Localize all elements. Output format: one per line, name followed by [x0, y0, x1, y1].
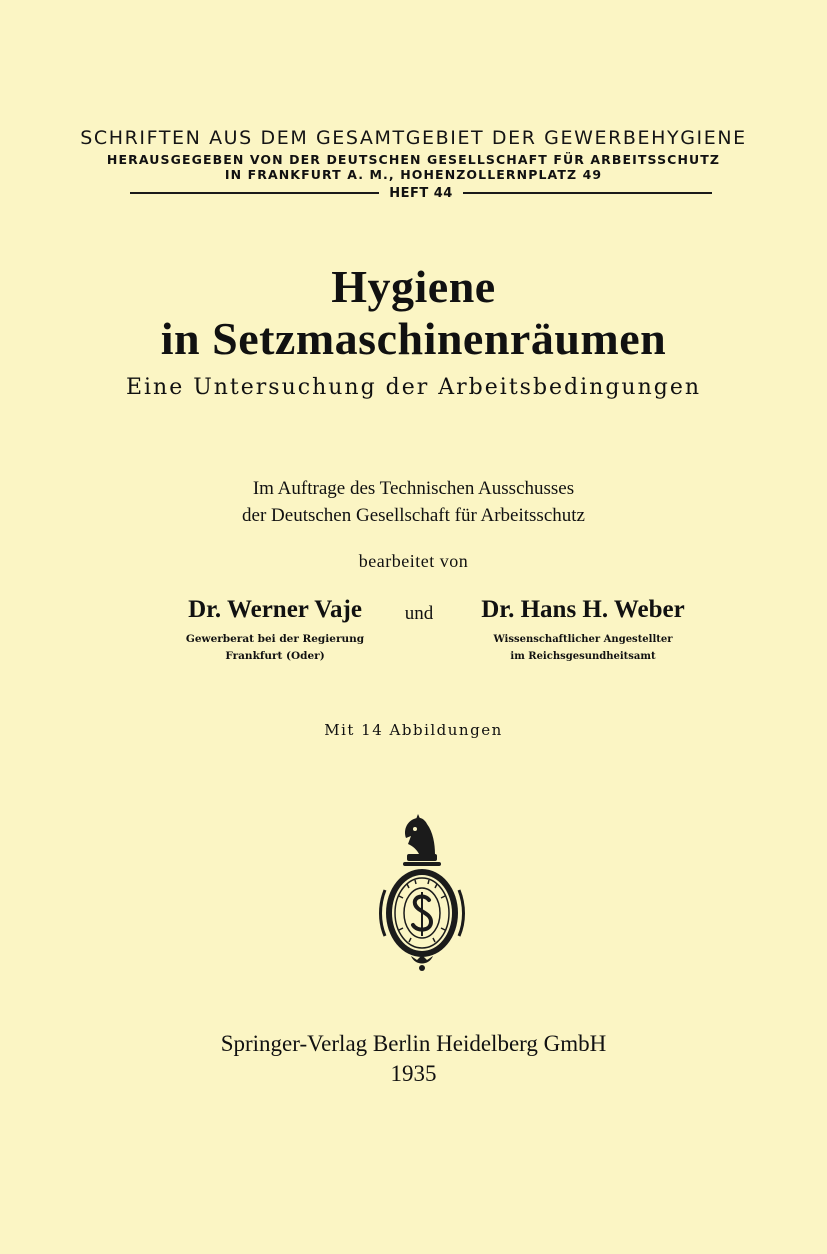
heft-number: HEFT 44 [389, 185, 453, 201]
conjunction: und [404, 603, 434, 624]
edited-by: bearbeitet von [358, 551, 469, 571]
book-subtitle: Eine Untersuchung der Arbeitsbedingungen [125, 375, 702, 400]
publication-year: 1935 [390, 1061, 437, 1086]
author-affiliation: Wissenschaftlicher Angestellter [493, 634, 673, 645]
series-address-line: IN FRANKFURT A. M., HOHENZOLLERNPLATZ 49 [224, 167, 603, 182]
author-vaje [165, 596, 385, 665]
author-affiliation-place: im Reichsgesundheitsamt [510, 651, 656, 662]
author-affiliation: Gewerberat bei der Regierung [185, 633, 365, 645]
commission-line-2: der Deutschen Gesellschaft für Arbeitsschutz [242, 505, 585, 526]
author-affiliation-place: Frankfurt (Oder) [225, 650, 325, 662]
commission-line-1: Im Auftrage des Technischen Ausschusses [252, 478, 575, 499]
series-title: SCHRIFTEN AUS DEM GESAMTGEBIET DER GEWERBEHYGIENE [80, 127, 747, 149]
figures-note: Mit 14 Abbildungen [324, 721, 503, 739]
author-weber [468, 596, 698, 665]
springer-chess-knight-emblem-icon [377, 810, 467, 975]
book-title-line-2: in Setzmaschinenräumen [160, 313, 667, 364]
series-publisher-line: HERAUSGEGEBEN VON DER DEUTSCHEN GESELLSCHAFT FÜR ARBEITSSCHUTZ [106, 152, 721, 167]
heft-row [130, 183, 712, 203]
author-name: Dr. Werner Vaje [188, 596, 362, 623]
book-title-line-1: Hygiene [331, 261, 496, 312]
right-rule [463, 192, 712, 194]
author-name: Dr. Hans H. Weber [481, 596, 685, 623]
publisher: Springer-Verlag Berlin Heidelberg GmbH [220, 1031, 607, 1056]
left-rule [130, 192, 379, 194]
